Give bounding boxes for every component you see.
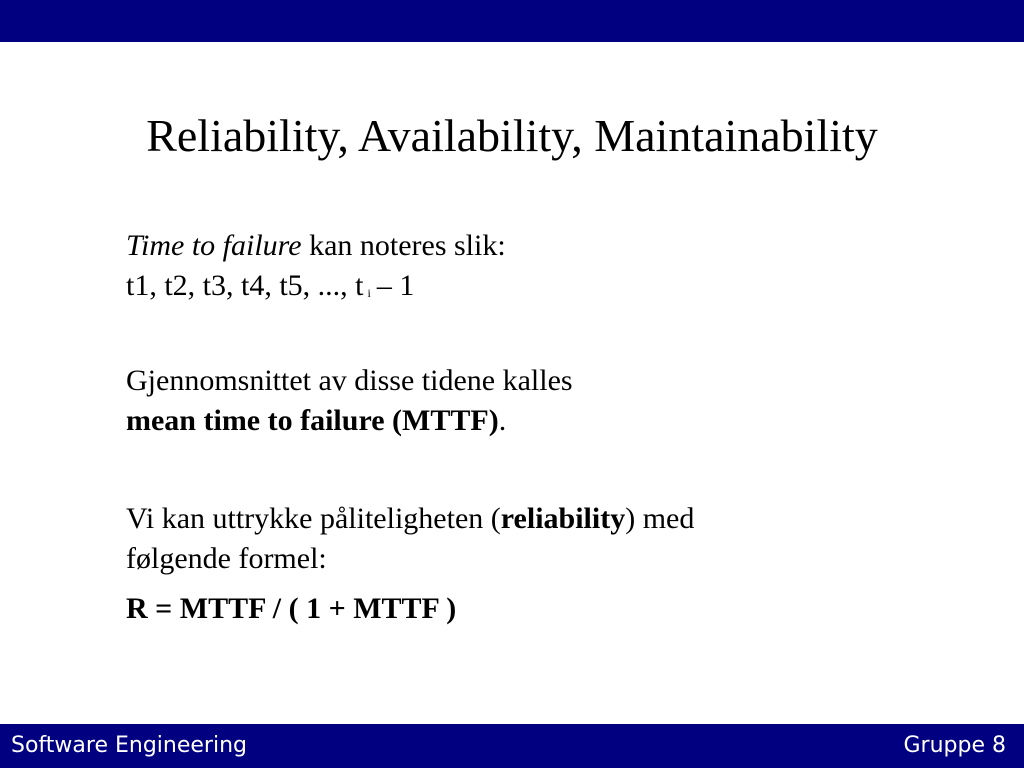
term-mean-time-to-failure: mean time to failure — [126, 404, 385, 437]
footer-group-label: Gruppe 8 — [903, 733, 1006, 758]
footer-course-name: Software Engineering — [11, 733, 247, 758]
series-text: t1, t2, t3, t4, t5, ..., t — [126, 269, 364, 302]
paragraph-reliability-line2: følgende formel: — [126, 542, 327, 575]
paragraph-reliability-line1 — [126, 499, 946, 539]
paragraph-end: . — [498, 404, 507, 437]
slide-body — [126, 226, 946, 629]
paragraph-text: Vi kan uttrykke påliteligheten ( — [126, 502, 501, 535]
series-subscript: i — [367, 286, 371, 300]
term-mttf-abbreviation: (MTTF) — [384, 404, 499, 437]
formula-text: R = MTTF / ( 1 + MTTF ) — [126, 592, 457, 625]
top-bar — [0, 0, 1024, 42]
spacer — [126, 441, 946, 499]
term-reliability: reliability — [500, 502, 626, 535]
series-suffix: – 1 — [376, 269, 415, 302]
paragraph-mttf-line2 — [126, 401, 946, 441]
footer-bar — [0, 724, 1024, 768]
spacer — [126, 313, 946, 361]
term-time-to-failure: Time to failure — [126, 229, 302, 262]
spacer — [126, 579, 946, 589]
paragraph-time-to-failure — [126, 226, 946, 266]
paragraph-text: kan noteres slik: — [301, 229, 506, 262]
paragraph-mttf-line1: Gjennomsnittet av disse tidene kalles — [126, 364, 573, 397]
failure-time-series — [126, 266, 946, 313]
paragraph-text: ) med — [625, 502, 695, 535]
slide-title: Reliability, Availability, Maintainability — [146, 110, 878, 161]
reliability-formula — [126, 589, 946, 629]
